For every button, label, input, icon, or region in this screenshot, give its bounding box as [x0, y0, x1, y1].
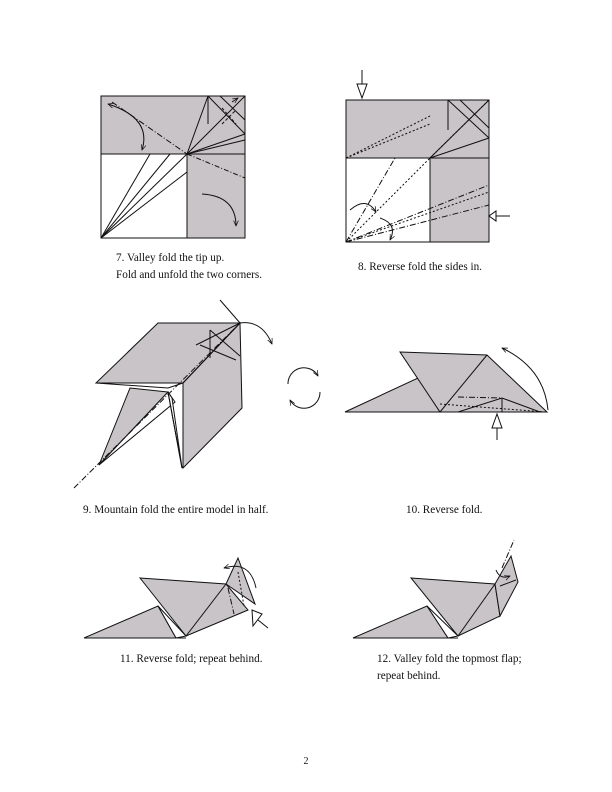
step-12-caption: 12. Valley fold the topmost flap; repeat behind.: [377, 653, 522, 682]
step-7-diagram: [101, 96, 245, 238]
step-7-caption: 7. Valley fold the tip up. Fold and unfold the two corners.: [116, 252, 263, 281]
step-11-caption: 11. Reverse fold; repeat behind.: [120, 653, 263, 665]
step-10-diagram: [345, 348, 548, 440]
step-8-caption: 8. Reverse fold the sides in.: [358, 261, 482, 273]
step-11-diagram: [84, 558, 268, 638]
step-10-caption: 10. Reverse fold.: [406, 504, 483, 516]
push-arrow-icon: [489, 211, 510, 221]
step-9-diagram: [74, 300, 272, 488]
step-8-diagram: [346, 70, 510, 242]
push-arrow-icon: [492, 414, 502, 440]
step-9-caption: 9. Mountain fold the entire model in half.: [83, 504, 269, 516]
step-12-diagram: [353, 540, 518, 638]
turn-over-icon: [288, 368, 320, 409]
push-arrow-icon: [252, 610, 268, 628]
push-arrow-icon: [357, 70, 367, 98]
page-number: 2: [303, 756, 309, 767]
